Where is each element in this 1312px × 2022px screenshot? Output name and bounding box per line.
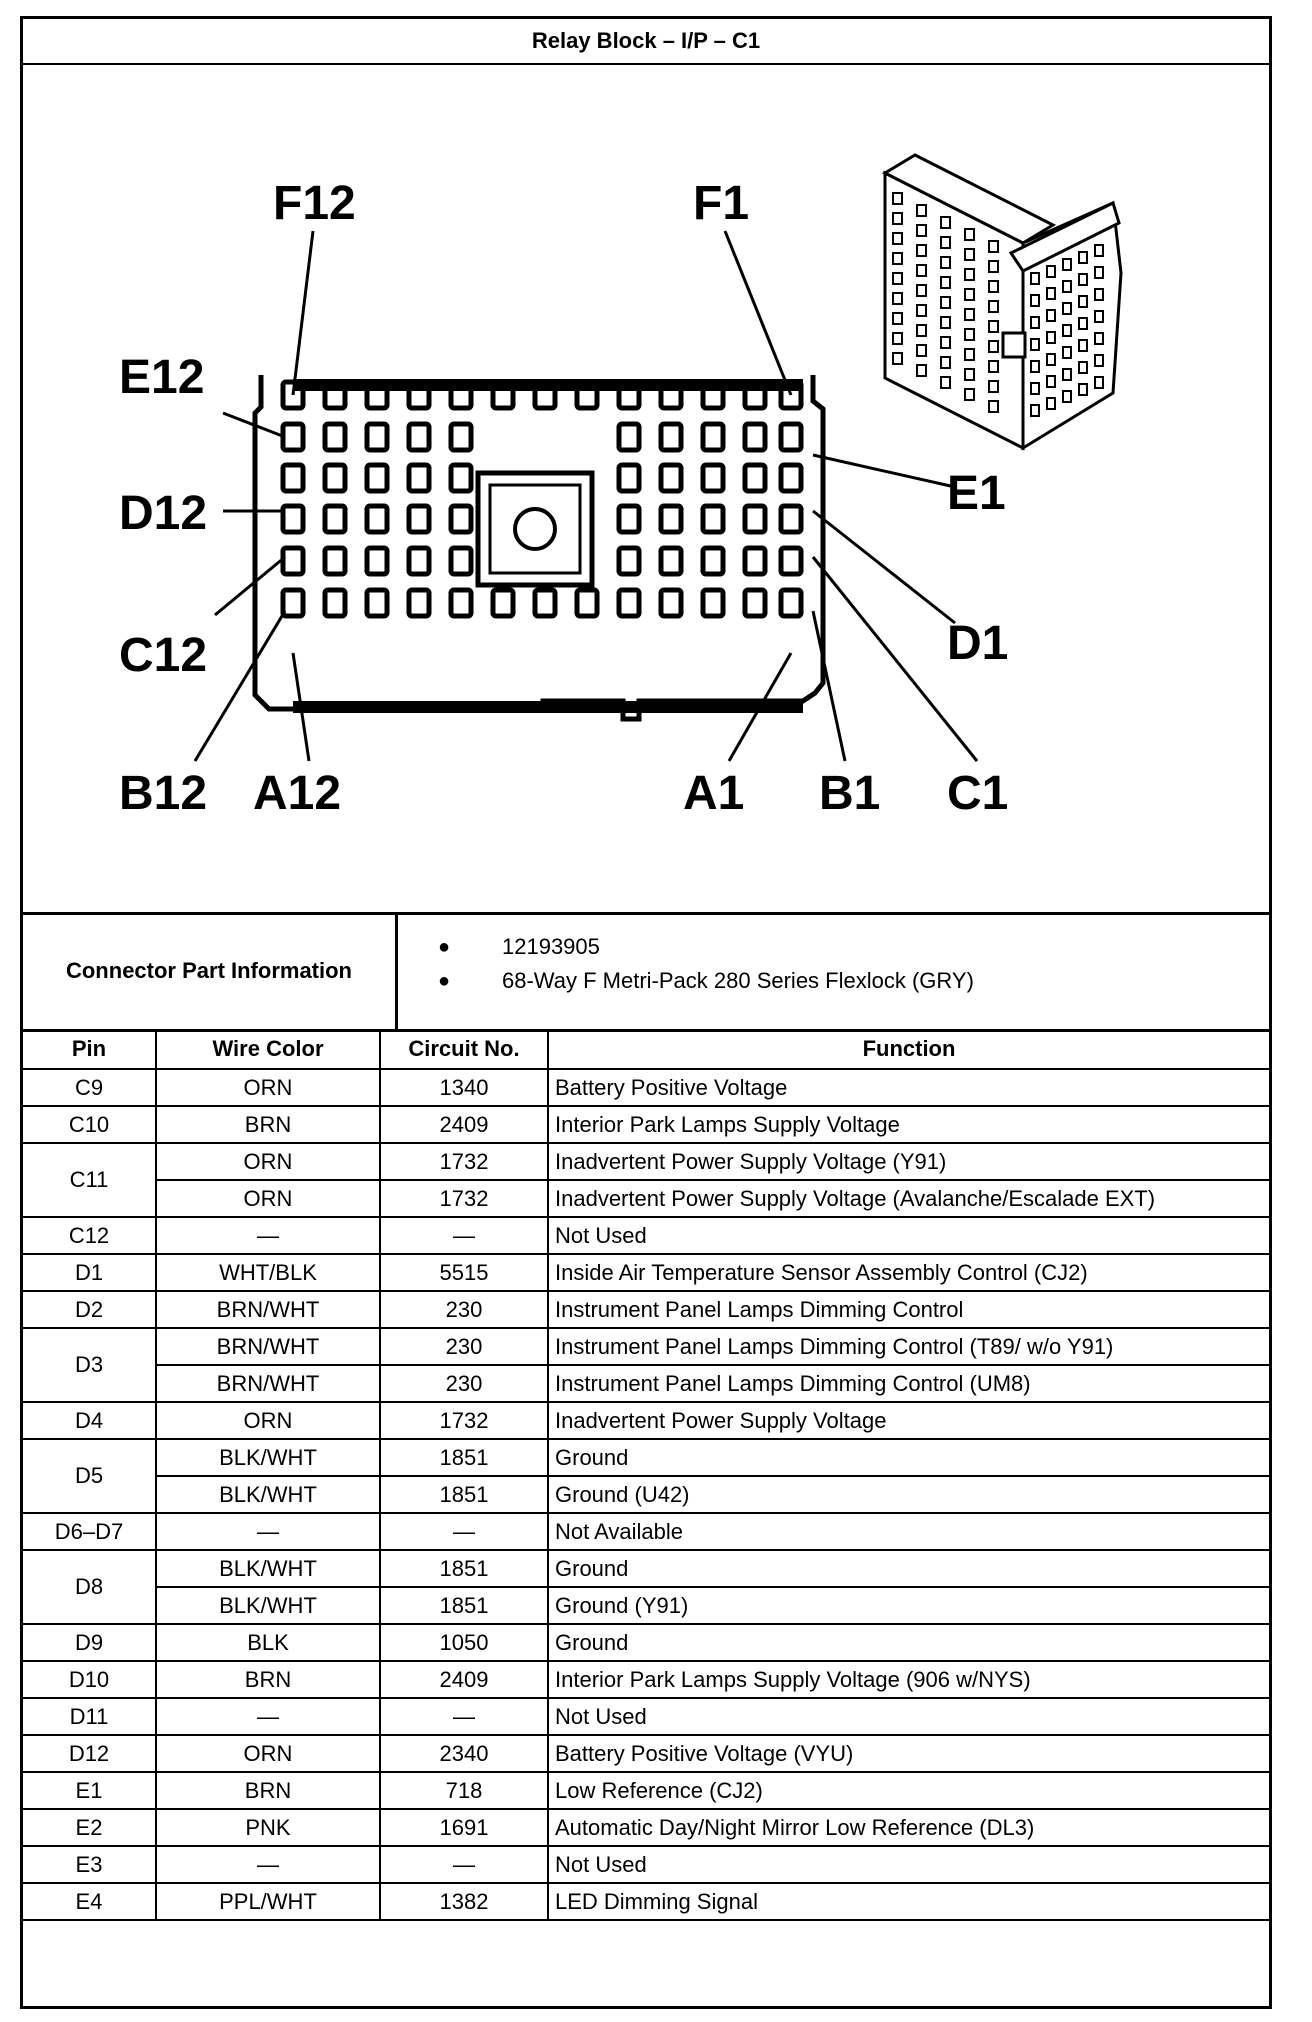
iso-cavity	[1047, 354, 1055, 365]
iso-cavity	[1079, 362, 1087, 373]
cavity	[619, 465, 639, 491]
function-cell: Inside Air Temperature Sensor Assembly Control (CJ2)	[548, 1254, 1269, 1291]
function-cell: Ground	[548, 1439, 1269, 1476]
function-cell: Inadvertent Power Supply Voltage (Avalanche/Escalade EXT)	[548, 1180, 1269, 1217]
iso-cavity	[893, 253, 902, 264]
table-row	[23, 1735, 1269, 1772]
cavity	[781, 506, 801, 532]
pin-cell: D5	[23, 1439, 156, 1513]
connector-part-information	[23, 912, 1269, 1032]
function-cell: Ground	[548, 1624, 1269, 1661]
cavity	[283, 506, 303, 532]
iso-cavity	[1031, 273, 1039, 284]
cavity	[367, 424, 387, 450]
function-cell: Not Available	[548, 1513, 1269, 1550]
cavity	[745, 548, 765, 574]
header-function: Function	[548, 1029, 1269, 1069]
iso-cavity	[1047, 398, 1055, 409]
cavity	[325, 424, 345, 450]
pin-label-e1: E1	[947, 467, 1006, 520]
circuit-cell: 230	[380, 1291, 548, 1328]
bullet-icon: ●	[438, 935, 451, 958]
iso-cavity	[989, 241, 998, 252]
iso-cavity	[917, 205, 926, 216]
connector-diagram	[23, 63, 1269, 915]
pin-cell: C10	[23, 1106, 156, 1143]
iso-cavity	[1047, 288, 1055, 299]
cavity	[451, 548, 471, 574]
iso-cavity	[941, 237, 950, 248]
function-cell: Battery Positive Voltage	[548, 1069, 1269, 1106]
table-row	[23, 1550, 1269, 1587]
wire-color-cell: ORN	[156, 1735, 380, 1772]
function-cell: Instrument Panel Lamps Dimming Control	[548, 1291, 1269, 1328]
cavity	[661, 590, 681, 616]
table-row	[23, 1513, 1269, 1550]
iso-cavity	[1095, 267, 1103, 278]
cavity	[409, 465, 429, 491]
list-item	[438, 964, 1269, 998]
pin-cell: E1	[23, 1772, 156, 1809]
circuit-cell: 1851	[380, 1550, 548, 1587]
iso-cavity	[893, 353, 902, 364]
cavity	[451, 424, 471, 450]
function-cell: Ground (U42)	[548, 1476, 1269, 1513]
bullet-icon: ●	[438, 969, 451, 992]
cavity	[703, 506, 723, 532]
iso-cavity	[965, 329, 974, 340]
wire-color-cell: —	[156, 1217, 380, 1254]
cavity	[781, 548, 801, 574]
table-row	[23, 1661, 1269, 1698]
wire-color-cell: PNK	[156, 1809, 380, 1846]
circuit-cell: 1732	[380, 1143, 548, 1180]
iso-cavity	[1063, 281, 1071, 292]
function-cell: Ground	[548, 1550, 1269, 1587]
cavity	[745, 506, 765, 532]
connector-description: 68-Way F Metri-Pack 280 Series Flexlock (GRY)	[502, 968, 974, 993]
wire-color-cell: —	[156, 1846, 380, 1883]
iso-cavity	[1079, 384, 1087, 395]
wire-color-cell: PPL/WHT	[156, 1883, 380, 1920]
iso-cavity	[893, 313, 902, 324]
pin-label-f12: F12	[273, 177, 356, 230]
circuit-cell: 230	[380, 1365, 548, 1402]
iso-cavity	[941, 217, 950, 228]
function-cell: Instrument Panel Lamps Dimming Control (T89/ w/o Y91)	[548, 1328, 1269, 1365]
header-wire-color: Wire Color	[156, 1029, 380, 1069]
iso-cavity	[965, 309, 974, 320]
iso-cavity	[1063, 369, 1071, 380]
cavity	[451, 465, 471, 491]
wire-color-cell: BLK/WHT	[156, 1587, 380, 1624]
circuit-cell: 1340	[380, 1069, 548, 1106]
iso-cavity	[941, 317, 950, 328]
cavity	[367, 506, 387, 532]
iso-cavity	[1063, 303, 1071, 314]
pin-cell: D9	[23, 1624, 156, 1661]
wire-color-cell: BLK/WHT	[156, 1476, 380, 1513]
iso-cavity	[965, 249, 974, 260]
table-row	[23, 1291, 1269, 1328]
iso-cavity	[917, 245, 926, 256]
pin-label-f1: F1	[693, 177, 750, 230]
iso-cavity	[1079, 296, 1087, 307]
table-row	[23, 1809, 1269, 1846]
table-row	[23, 1217, 1269, 1254]
cavity	[325, 590, 345, 616]
pin-cell: D2	[23, 1291, 156, 1328]
circuit-cell: —	[380, 1513, 548, 1550]
iso-cavity	[965, 389, 974, 400]
circuit-cell: 1732	[380, 1180, 548, 1217]
iso-cavity	[941, 277, 950, 288]
iso-cavity	[1095, 377, 1103, 388]
cavity	[661, 506, 681, 532]
iso-cavity	[893, 273, 902, 284]
cavity	[283, 424, 303, 450]
iso-cavity	[1063, 259, 1071, 270]
iso-cavity	[1063, 391, 1071, 402]
pin-cell: E4	[23, 1883, 156, 1920]
cavity	[619, 424, 639, 450]
page-title: Relay Block – I/P – C1	[23, 19, 1269, 65]
cavity	[283, 465, 303, 491]
iso-cavity	[1095, 311, 1103, 322]
table-row	[23, 1402, 1269, 1439]
table-row	[23, 1624, 1269, 1661]
wire-color-cell: BRN/WHT	[156, 1291, 380, 1328]
pin-label-c12: C12	[119, 629, 208, 682]
iso-cavity	[1031, 317, 1039, 328]
iso-cavity	[893, 233, 902, 244]
wire-color-cell: BRN	[156, 1106, 380, 1143]
connector-info-list	[398, 912, 1269, 1029]
table-row	[23, 1439, 1269, 1476]
iso-cavity	[1047, 376, 1055, 387]
circuit-cell: 1851	[380, 1439, 548, 1476]
connector-sheet	[20, 16, 1272, 2009]
table-header-row	[23, 1029, 1269, 1069]
iso-cavity	[917, 225, 926, 236]
part-number: 12193905	[502, 934, 600, 959]
function-cell: Not Used	[548, 1846, 1269, 1883]
circuit-cell: 1732	[380, 1402, 548, 1439]
pin-cell: C11	[23, 1143, 156, 1217]
circuit-cell: —	[380, 1217, 548, 1254]
function-cell: Interior Park Lamps Supply Voltage (906 w/NYS)	[548, 1661, 1269, 1698]
iso-cavity	[965, 369, 974, 380]
cavity	[619, 590, 639, 616]
iso-cavity	[989, 301, 998, 312]
iso-cavity	[941, 257, 950, 268]
cavity	[367, 465, 387, 491]
cavity	[283, 548, 303, 574]
iso-cavity	[989, 381, 998, 392]
iso-cavity	[965, 289, 974, 300]
cavity	[703, 590, 723, 616]
pin-cell: D8	[23, 1550, 156, 1624]
iso-cavity	[1031, 383, 1039, 394]
wire-color-cell: BLK	[156, 1624, 380, 1661]
iso-cavity	[1095, 245, 1103, 256]
cavity	[325, 548, 345, 574]
pin-cell: D1	[23, 1254, 156, 1291]
pin-label-b12: B12	[119, 767, 208, 820]
table-row	[23, 1476, 1269, 1513]
circuit-cell: —	[380, 1846, 548, 1883]
table-row	[23, 1254, 1269, 1291]
iso-cavity	[989, 361, 998, 372]
pin-table	[23, 1029, 1269, 1921]
table-row	[23, 1698, 1269, 1735]
pin-cell: D10	[23, 1661, 156, 1698]
pin-cell: C12	[23, 1217, 156, 1254]
iso-cavity	[1079, 274, 1087, 285]
circuit-cell: 230	[380, 1328, 548, 1365]
table-row	[23, 1328, 1269, 1365]
circuit-cell: 1382	[380, 1883, 548, 1920]
iso-cavity	[893, 333, 902, 344]
cavity	[325, 506, 345, 532]
wire-color-cell: BRN	[156, 1661, 380, 1698]
connector-face-drawing	[23, 63, 1269, 912]
iso-cavity	[917, 365, 926, 376]
cavity	[703, 424, 723, 450]
iso-cavity	[893, 293, 902, 304]
iso-cavity	[989, 401, 998, 412]
function-cell: Not Used	[548, 1698, 1269, 1735]
wire-color-cell: —	[156, 1513, 380, 1550]
cavity	[535, 590, 555, 616]
circuit-cell: 2409	[380, 1106, 548, 1143]
function-cell: Ground (Y91)	[548, 1587, 1269, 1624]
pin-cell: D4	[23, 1402, 156, 1439]
cavity	[703, 465, 723, 491]
function-cell: Inadvertent Power Supply Voltage	[548, 1402, 1269, 1439]
wire-color-cell: —	[156, 1698, 380, 1735]
list-item	[438, 930, 1269, 964]
pin-cell: C9	[23, 1069, 156, 1106]
cavity	[409, 506, 429, 532]
function-cell: Low Reference (CJ2)	[548, 1772, 1269, 1809]
iso-cavity	[917, 345, 926, 356]
cavity	[493, 590, 513, 616]
circuit-cell: 1851	[380, 1476, 548, 1513]
pin-cell: D11	[23, 1698, 156, 1735]
wire-color-cell: BRN	[156, 1772, 380, 1809]
iso-cavity	[965, 229, 974, 240]
table-row	[23, 1365, 1269, 1402]
iso-cavity	[1047, 332, 1055, 343]
table-row	[23, 1143, 1269, 1180]
pin-label-e12: E12	[119, 351, 205, 404]
function-cell: Instrument Panel Lamps Dimming Control (UM8)	[548, 1365, 1269, 1402]
cavity	[745, 424, 765, 450]
circuit-cell: 2409	[380, 1661, 548, 1698]
pin-cell: D6–D7	[23, 1513, 156, 1550]
cavity	[451, 590, 471, 616]
iso-cavity	[917, 305, 926, 316]
wire-color-cell: WHT/BLK	[156, 1254, 380, 1291]
pin-cell: E2	[23, 1809, 156, 1846]
iso-cavity	[965, 349, 974, 360]
iso-cavity	[1031, 361, 1039, 372]
cavity	[367, 590, 387, 616]
pin-label-d12: D12	[119, 487, 208, 540]
pin-label-c1: C1	[947, 767, 1009, 820]
cavity	[577, 590, 597, 616]
cavity	[661, 465, 681, 491]
pin-label-a1: A1	[683, 767, 745, 820]
cavity	[409, 548, 429, 574]
iso-cavity	[893, 213, 902, 224]
cavity	[661, 548, 681, 574]
iso-cavity	[941, 357, 950, 368]
pin-label-b1: B1	[819, 767, 881, 820]
iso-cavity	[917, 285, 926, 296]
table-row	[23, 1587, 1269, 1624]
iso-cavity	[917, 325, 926, 336]
table-row	[23, 1772, 1269, 1809]
wire-color-cell: BLK/WHT	[156, 1439, 380, 1476]
iso-cavity	[989, 321, 998, 332]
function-cell: Interior Park Lamps Supply Voltage	[548, 1106, 1269, 1143]
cavity	[619, 506, 639, 532]
iso-cavity	[941, 337, 950, 348]
circuit-cell: 718	[380, 1772, 548, 1809]
iso-cavity	[1047, 310, 1055, 321]
iso-cavity	[1031, 295, 1039, 306]
cavity	[703, 548, 723, 574]
cavity	[745, 590, 765, 616]
wire-color-cell: BRN/WHT	[156, 1328, 380, 1365]
connector-info-label: Connector Part Information	[23, 912, 398, 1029]
pin-cell: D12	[23, 1735, 156, 1772]
cavity	[781, 424, 801, 450]
function-cell: Battery Positive Voltage (VYU)	[548, 1735, 1269, 1772]
circuit-cell: —	[380, 1698, 548, 1735]
cavity	[781, 465, 801, 491]
cavity	[745, 465, 765, 491]
iso-cavity	[1095, 333, 1103, 344]
pin-label-a12: A12	[253, 767, 342, 820]
wire-color-cell: ORN	[156, 1180, 380, 1217]
circuit-cell: 5515	[380, 1254, 548, 1291]
table-row	[23, 1180, 1269, 1217]
iso-cavity	[1095, 355, 1103, 366]
cavity	[451, 506, 471, 532]
iso-cavity	[1063, 347, 1071, 358]
iso-cavity	[893, 193, 902, 204]
circuit-cell: 1691	[380, 1809, 548, 1846]
function-cell: Not Used	[548, 1217, 1269, 1254]
wire-color-cell: BLK/WHT	[156, 1550, 380, 1587]
pin-cell: D3	[23, 1328, 156, 1402]
cavity	[325, 465, 345, 491]
function-cell: LED Dimming Signal	[548, 1883, 1269, 1920]
cavity	[619, 548, 639, 574]
function-cell: Automatic Day/Night Mirror Low Reference (DL3)	[548, 1809, 1269, 1846]
iso-cavity	[1079, 252, 1087, 263]
circuit-cell: 1050	[380, 1624, 548, 1661]
header-circuit-no: Circuit No.	[380, 1029, 548, 1069]
cavity	[661, 424, 681, 450]
iso-cavity	[965, 269, 974, 280]
iso-cavity	[989, 261, 998, 272]
iso-cavity	[1031, 405, 1039, 416]
header-pin: Pin	[23, 1029, 156, 1069]
wire-color-cell: ORN	[156, 1402, 380, 1439]
iso-cavity	[941, 377, 950, 388]
cavity	[367, 548, 387, 574]
iso-cavity	[917, 265, 926, 276]
iso-cavity	[1047, 266, 1055, 277]
table-row	[23, 1846, 1269, 1883]
circuit-cell: 2340	[380, 1735, 548, 1772]
cavity	[781, 590, 801, 616]
iso-cavity	[1079, 318, 1087, 329]
iso-cavity	[1063, 325, 1071, 336]
iso-cavity	[1079, 340, 1087, 351]
pin-label-d1: D1	[947, 617, 1009, 670]
cavity	[409, 424, 429, 450]
iso-cavity	[989, 341, 998, 352]
iso-cavity	[1031, 339, 1039, 350]
pin-cell: E3	[23, 1846, 156, 1883]
wire-color-cell: BRN/WHT	[156, 1365, 380, 1402]
circuit-cell: 1851	[380, 1587, 548, 1624]
function-cell: Inadvertent Power Supply Voltage (Y91)	[548, 1143, 1269, 1180]
iso-cavity	[989, 281, 998, 292]
iso-cavity	[941, 297, 950, 308]
table-row	[23, 1106, 1269, 1143]
table-row	[23, 1069, 1269, 1106]
wire-color-cell: ORN	[156, 1069, 380, 1106]
table-row	[23, 1883, 1269, 1920]
iso-cavity	[1095, 289, 1103, 300]
cavity	[409, 590, 429, 616]
wire-color-cell: ORN	[156, 1143, 380, 1180]
